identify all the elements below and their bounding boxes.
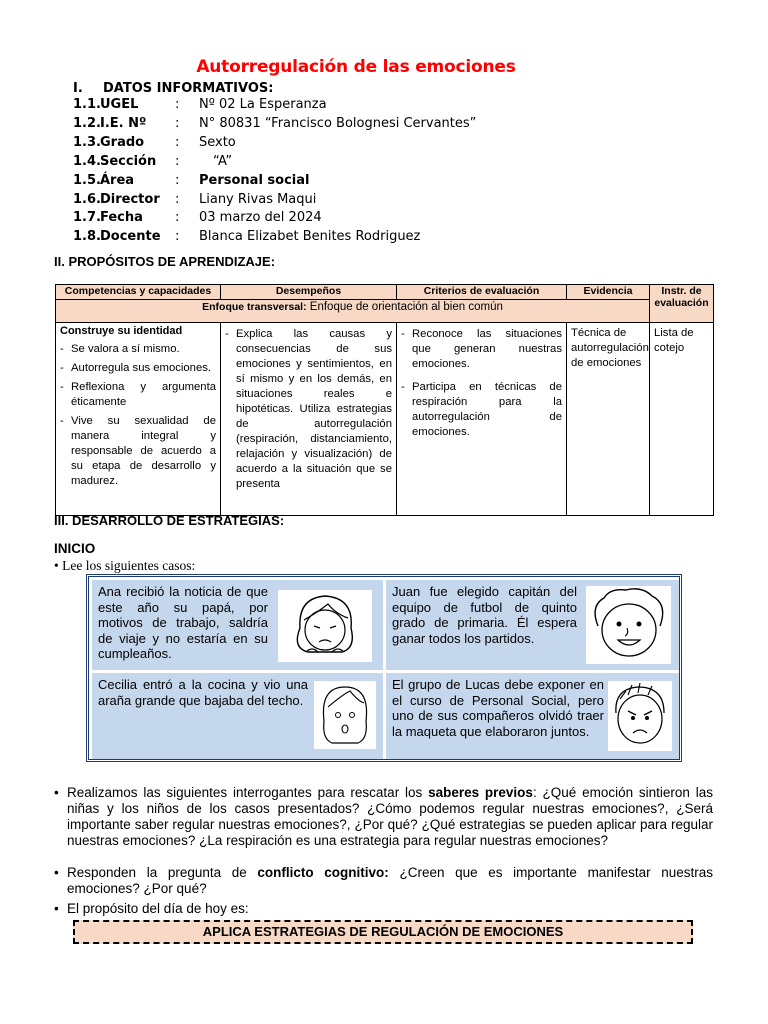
info-colon: : xyxy=(175,154,180,169)
competencias-cell xyxy=(56,323,221,516)
p2-text-c: ¿Creen que es importante manifestar nuestras emociones? ¿Por qué? xyxy=(67,865,714,896)
info-number: 1.2. xyxy=(73,116,101,131)
bullet: • xyxy=(54,785,59,800)
p2-bold: conflicto cognitivo: xyxy=(257,865,389,880)
info-number: 1.5. xyxy=(73,173,101,188)
enfoque-label: Enfoque transversal: xyxy=(202,301,307,313)
section-datos-informativos xyxy=(73,81,273,96)
info-label: Docente xyxy=(100,229,161,244)
p1-bold: saberes previos xyxy=(428,785,533,800)
desempeno-item: - Explica las causas y consecuencias de sus emociones y sentimientos, en sí mismo y en los demás, en situaciones reales e hipotéticas. Utiliza estrategias de autorregulación (respiración, distanciamiento, relajación y visualización) de acuerdo a la situación que se presenta xyxy=(225,327,392,492)
info-label: UGEL xyxy=(100,97,139,112)
scared-girl-face-icon xyxy=(314,681,376,749)
capacidad-item: - Autorregula sus emociones. xyxy=(60,361,216,376)
bullet: • xyxy=(54,865,59,880)
info-label: Grado xyxy=(100,135,145,150)
capacidad-item: - Reflexiona y argumenta éticamente xyxy=(60,380,216,410)
case-text: Ana recibió la noticia de que este año su papá, por motivos de trabajo, saldría de viaje y no estaría en su cumpleaños. xyxy=(98,584,268,661)
p1-text-c: : ¿Qué emoción sintieron las niñas y los niños de los casos presentados? ¿Cómo podemos regular nuestras emociones?, ¿Será importante saber regular nuestras emociones?, ¿Por qué? ¿Qué estrategias se pueden aplicar para regular nuestras emociones? ¿La respiración es una estrategia para regular nuestras emociones? xyxy=(67,785,713,848)
info-colon: : xyxy=(175,210,180,225)
info-colon: : xyxy=(175,192,180,207)
header-competencias: Competencias y capacidades xyxy=(56,285,221,300)
info-label: Área xyxy=(100,173,135,188)
saberes-previos-paragraph xyxy=(54,785,713,849)
sad-girl-face-icon xyxy=(278,590,372,662)
p1-text-a: Realizamos las siguientes interrogantes para rescatar los xyxy=(67,785,429,800)
info-value: “A” xyxy=(213,154,233,169)
info-colon: : xyxy=(175,97,180,112)
case-text: El grupo de Lucas debe exponer en el curso de Personal Social, pero uno de sus compañeros olvidó traer la maqueta que elaboraron juntos. xyxy=(392,677,604,739)
p2-text-a: Responden la pregunta de xyxy=(67,865,258,880)
case-text: Juan fue elegido capitán del equipo de futbol de quinto grado de primaria. Él espera ganar todos los partidos. xyxy=(392,584,577,646)
header-criterios: Criterios de evaluación xyxy=(397,285,567,300)
competencia-title: Construye su identidad xyxy=(60,325,183,337)
info-label: I.E. Nº xyxy=(100,116,147,131)
info-label: Director xyxy=(100,192,160,207)
cases-grid xyxy=(86,574,682,762)
header-evidencia: Evidencia xyxy=(567,285,650,300)
section-number: I. xyxy=(73,81,83,96)
info-number: 1.7. xyxy=(73,210,101,225)
criterios-cell xyxy=(397,323,567,516)
capacidad-item: - Vive su sexualidad de manera integral y responsable de acuerdo a su etapa de desarrollo y madurez. xyxy=(60,414,216,489)
info-value: Sexto xyxy=(199,135,236,150)
header-desempenos: Desempeños xyxy=(221,285,397,300)
propositos-table xyxy=(55,284,714,516)
header-instrumento: Instr. de evaluación xyxy=(650,285,714,323)
section-title: DATOS INFORMATIVOS: xyxy=(103,81,274,96)
criterios-list xyxy=(401,327,562,440)
bullet: • xyxy=(54,901,59,916)
evidencia-cell: Técnica de autorregulación de emociones xyxy=(567,323,650,516)
info-number: 1.1. xyxy=(73,97,101,112)
case-lucas xyxy=(386,673,679,759)
info-colon: : xyxy=(175,116,180,131)
inicio-heading: INICIO xyxy=(54,541,96,556)
happy-boy-face-icon xyxy=(586,586,671,664)
info-value: Liany Rivas Maqui xyxy=(199,192,317,207)
case-ana xyxy=(92,580,383,670)
info-label: Sección xyxy=(100,154,157,169)
capacidad-item: - Se valora a sí mismo. xyxy=(60,342,216,357)
info-number: 1.8. xyxy=(73,229,101,244)
case-text: Cecilia entró a la cocina y vio una araña grande que bajaba del techo. xyxy=(98,677,308,708)
info-colon: : xyxy=(175,135,180,150)
desempeno-cell xyxy=(221,323,397,516)
criterio-item: - Participa en técnicas de respiración para la autorregulación de emociones. xyxy=(401,380,562,440)
info-number: 1.3. xyxy=(73,135,101,150)
info-colon: : xyxy=(175,173,180,188)
info-value: Personal social xyxy=(199,173,310,188)
info-colon: : xyxy=(175,229,180,244)
info-value: Nº 02 La Esperanza xyxy=(199,97,327,112)
lee-casos: • Lee los siguientes casos: xyxy=(54,558,196,573)
info-value: N° 80831 “Francisco Bolognesi Cervantes” xyxy=(199,116,477,131)
section-desarrollo: III. DESARROLLO DE ESTRATEGIAS: xyxy=(54,513,285,528)
info-label: Fecha xyxy=(100,210,143,225)
info-value: 03 marzo del 2024 xyxy=(199,210,322,225)
criterio-item: - Reconoce las situaciones que generan nuestras emociones. xyxy=(401,327,562,372)
info-number: 1.6. xyxy=(73,192,101,207)
case-cecilia xyxy=(92,673,383,759)
page-title: Autorregulación de las emociones xyxy=(196,57,516,77)
capacidades-list xyxy=(60,342,216,489)
enfoque-transversal xyxy=(56,300,650,323)
proposito-box: APLICA ESTRATEGIAS DE REGULACIÓN DE EMOCIONES xyxy=(73,920,693,944)
p3-text: El propósito del día de hoy es: xyxy=(67,901,249,916)
instrumento-cell: Lista de cotejo xyxy=(650,323,714,516)
case-juan xyxy=(386,580,679,670)
info-number: 1.4. xyxy=(73,154,101,169)
enfoque-value: Enfoque de orientación al bien común xyxy=(309,301,503,313)
lee-text: Lee los siguientes casos: xyxy=(62,558,196,573)
proposito-intro xyxy=(54,901,713,917)
conflicto-cognitivo-paragraph xyxy=(54,865,713,897)
section-propositos: II. PROPÓSITOS DE APRENDIZAJE: xyxy=(54,254,276,269)
angry-boy-face-icon xyxy=(608,681,672,751)
info-value: Blanca Elizabet Benites Rodriguez xyxy=(199,229,421,244)
